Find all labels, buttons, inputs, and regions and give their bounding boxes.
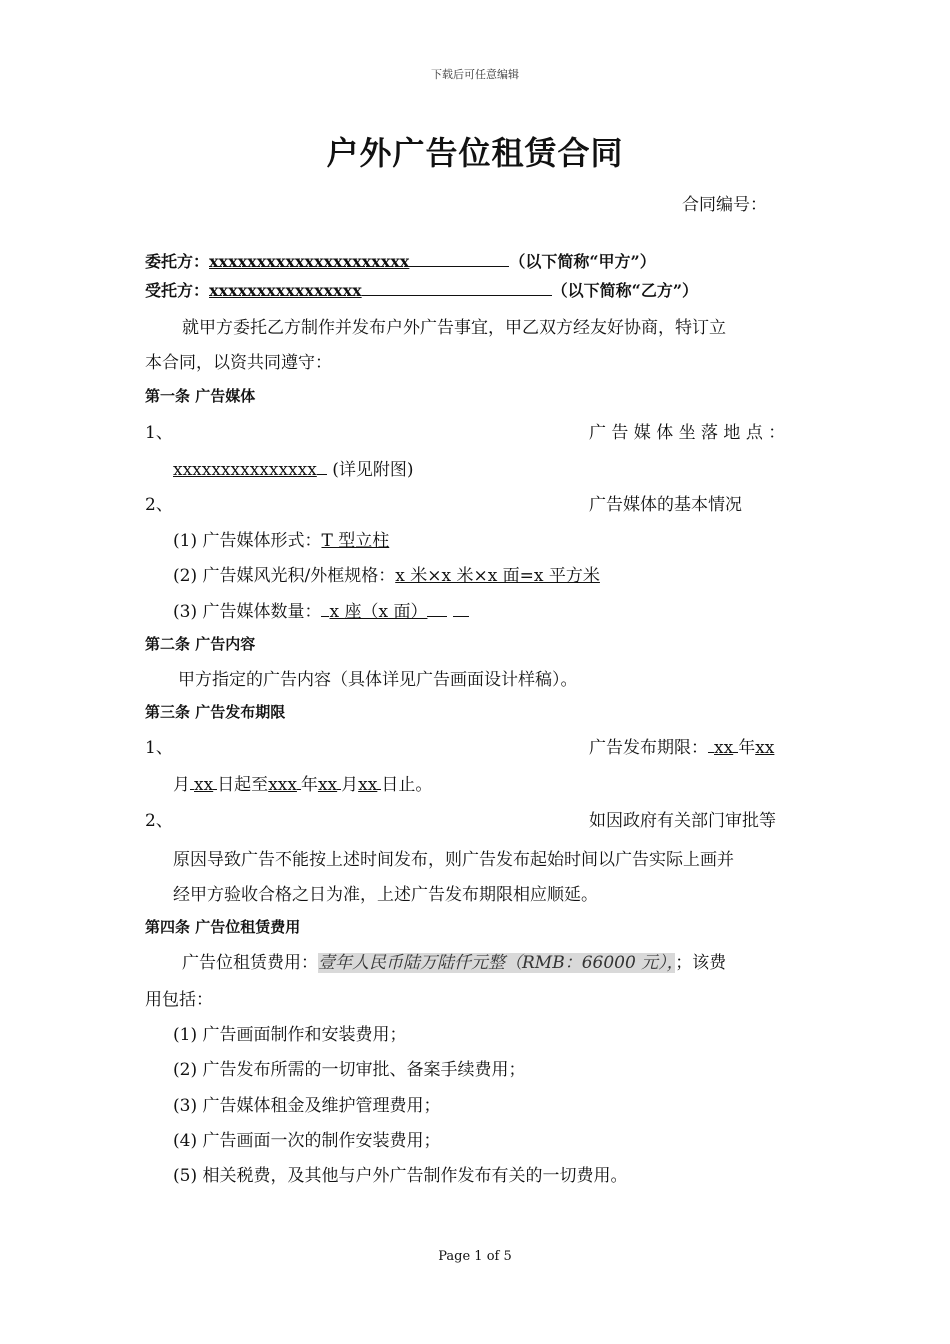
art1-location-blank (317, 459, 327, 475)
art3-end-day: xx (358, 775, 378, 795)
party-b-blank (362, 280, 552, 296)
contract-number-label: 合同编号： (682, 195, 767, 215)
art4-fee-value: 壹年人民币陆万陆仟元整（RMB：66000 元）， (318, 953, 676, 973)
article-2-heading: 第二条 广告内容 (145, 635, 256, 653)
art3-item1-line (589, 733, 774, 758)
art1-sub2 (173, 561, 600, 586)
art3-month-char-2: 月 (341, 775, 359, 795)
art1-item2-text: 广告媒体的基本情况 (589, 495, 742, 515)
art1-item1-number: 1、 (145, 423, 173, 443)
art4-fee-tail: ；该费 (675, 953, 727, 973)
art3-start-month: xx (755, 738, 775, 758)
art3-item1-label: 广告发布期限： (589, 738, 708, 758)
art1-sub2-label: (2) 广告媒风光积/外框规格： (173, 566, 396, 586)
art3-month-char-1: 月 (173, 775, 190, 795)
party-b-label: 受托方： (145, 281, 210, 300)
art1-location-note: (详见附图) (332, 460, 414, 480)
art3-start-day: xx (194, 775, 214, 795)
party-a-name: xxxxxxxxxxxxxxxxxxxxx (209, 252, 410, 271)
art1-sub3-label: (3) 广告媒体数量： (173, 602, 322, 622)
art4-item-3: (3) 广告媒体租金及维护管理费用； (173, 1096, 441, 1116)
art3-item2-number: 2、 (145, 811, 173, 831)
page-number: Page 1 of 5 (438, 1249, 512, 1264)
art4-fee-label: 广告位租赁费用： (182, 953, 318, 973)
art1-sub1-value: T 型立柱 (321, 531, 390, 551)
art3-item2-line1: 如因政府有关部门审批等 (589, 811, 776, 831)
art3-end-month: xx (317, 775, 338, 795)
article-4-heading: 第四条 广告位租赁费用 (145, 918, 301, 936)
art3-item2-line3: 经甲方验收合格之日为准，上述广告发布期限相应顺延。 (173, 885, 598, 905)
art4-fee-line2: 用包括： (145, 990, 213, 1010)
art1-sub1 (173, 526, 389, 551)
art3-item1-number: 1、 (145, 738, 173, 758)
art1-location: xxxxxxxxxxxxxxx (173, 460, 317, 480)
art1-sub3-blank-b (427, 601, 447, 617)
art3-end-suffix: 日止。 (381, 775, 433, 795)
art3-start-year: xx (714, 738, 734, 758)
art4-fee-line (182, 948, 726, 973)
art1-item1-text: 广 告 媒 体 坐 落 地 点 ： (589, 423, 786, 443)
art3-end-year: xxx (268, 775, 297, 795)
art3-from-to: 日起至 (217, 775, 269, 795)
art3-item2-line2: 原因导致广告不能按上述时间发布，则广告发布起始时间以广告实际上画并 (173, 850, 734, 870)
art1-location-line (173, 455, 413, 480)
art1-sub3 (173, 597, 469, 622)
art1-sub3-value: x 座（x 面） (329, 602, 428, 622)
page-header-note: 下载后可任意编辑 (431, 68, 519, 81)
party-b-line (145, 278, 698, 301)
article-2-text: 甲方指定的广告内容（具体详见广告画面设计样稿）。 (178, 670, 578, 690)
art3-year-char-2: 年 (300, 775, 318, 795)
art4-item-2: (2) 广告发布所需的一切审批、备案手续费用； (173, 1060, 526, 1080)
intro-line-2: 本合同，以资共同遵守： (145, 353, 332, 373)
intro-line-1: 就甲方委托乙方制作并发布户外广告事宜，甲乙双方经友好协商，特订立 (182, 318, 726, 338)
art3-year-char-1: 年 (738, 738, 756, 758)
party-a-line (145, 249, 656, 272)
art3-item1-line2 (173, 770, 432, 795)
art1-sub1-label: (1) 广告媒体形式： (173, 531, 322, 551)
art4-item-4: (4) 广告画面一次的制作安装费用； (173, 1131, 441, 1151)
article-1-heading: 第一条 广告媒体 (145, 387, 256, 405)
party-b-suffix: （以下简称“乙方”） (551, 281, 699, 300)
art1-sub3-blank-c (453, 601, 469, 617)
art4-item-5: (5) 相关税费，及其他与户外广告制作发布有关的一切费用。 (173, 1166, 628, 1186)
art4-item-1: (1) 广告画面制作和安装费用； (173, 1025, 407, 1045)
party-a-suffix: （以下简称“甲方”） (509, 252, 656, 271)
party-a-blank (409, 251, 509, 267)
party-b-name: xxxxxxxxxxxxxxxx (209, 281, 362, 300)
party-a-label: 委托方： (145, 252, 210, 271)
art1-item2-number: 2、 (145, 495, 173, 515)
document-title: 户外广告位租赁合同 (326, 134, 624, 172)
art1-sub2-value: x 米×x 米×x 面=x 平方米 (395, 566, 600, 586)
article-3-heading: 第三条 广告发布期限 (145, 703, 286, 721)
